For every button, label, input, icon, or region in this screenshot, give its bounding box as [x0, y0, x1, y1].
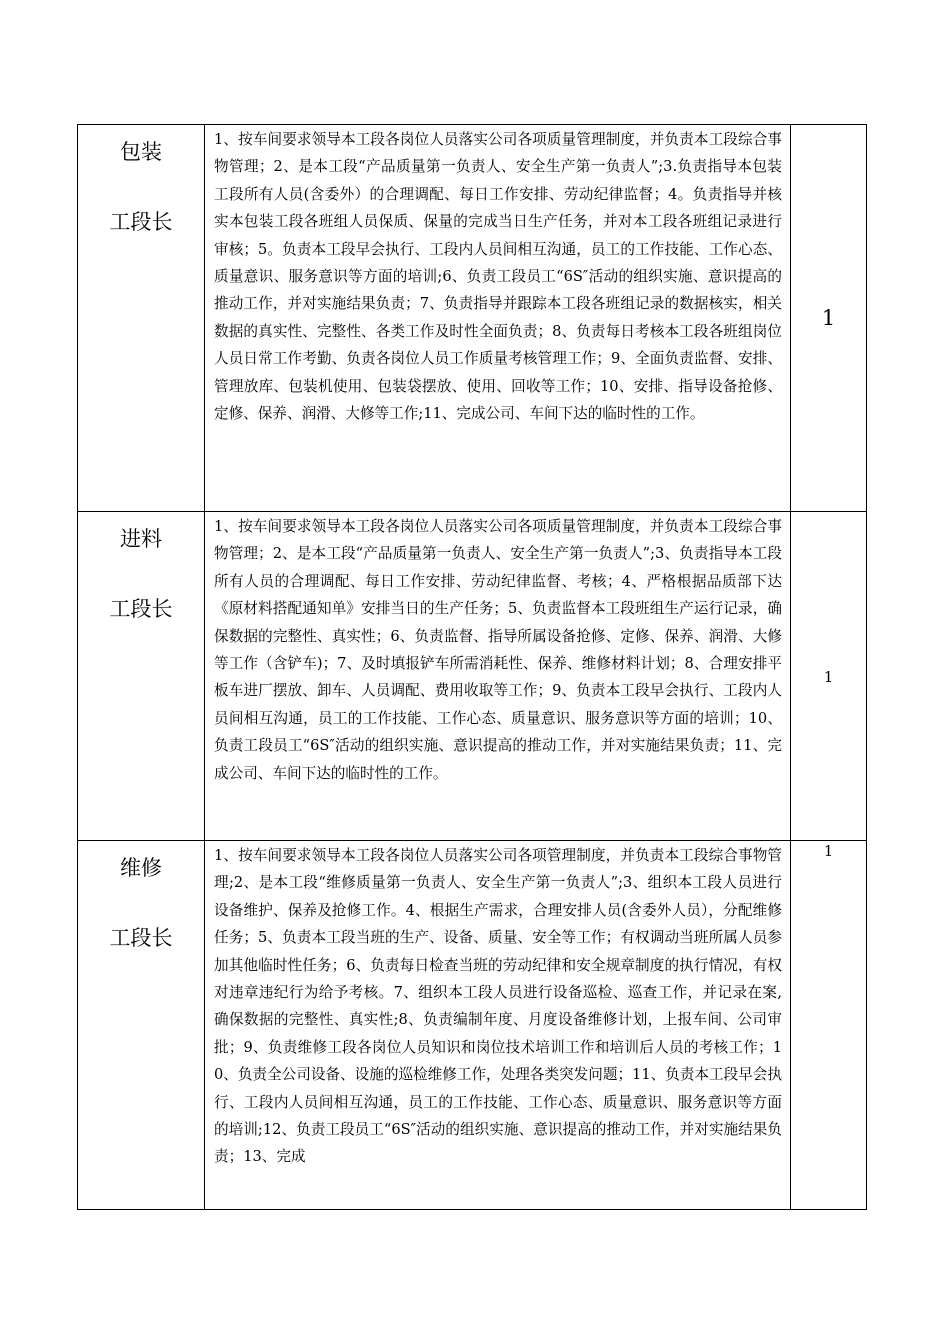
role-name-line1: 进料 — [120, 527, 162, 551]
role-name-line2: 工段长 — [109, 210, 173, 234]
duty-cell — [205, 841, 791, 1210]
role-cell — [78, 512, 205, 841]
duty-cell — [205, 512, 791, 841]
headcount-value: 1 — [823, 842, 834, 860]
duty-description: 1、按车间要求领导本工段各岗位人员落实公司各项管理制度，并负责本工段综合事物管理;2、是本工段“维修质量第一负责人、安全生产第一负责人”;3、组织本工段人员进行设备维护、保养及抢修工作。4、根据生产需求，合理安排人员(含委外人员），分配维修任务；5、负责本工段当班的生产、设备、质量、安全等工作；有权调动当班所属人员参加其他临时性任务；6、负责每日检查当班的劳动纪律和安全规章制度的执行情况，有权对违章违纪行为给予考核。7、组织本工段人员进行设备巡检、巡查工作，并记录在案,确保数据的完整性、真实性;8、负责编制年度、月度设备维修计划，上报车间、公司审批；9、负责维修工段各岗位人员知识和岗位技术培训工作和培训后人员的考核工作；10、负责全公司设备、设施的巡检维修工作，处理各类突发问题；11、负责本工段早会执行、工段内人员间相互沟通，员工的工作技能、工作心态、质量意识、服务意识等方面的培训;12、负责工段员工“6S″活动的组织实施、意识提高的推动工作，并对实施结果负责；13、完成 — [214, 847, 782, 1166]
role-cell — [78, 125, 205, 512]
role-name-line2: 工段长 — [109, 926, 173, 950]
duty-description: 1、按车间要求领导本工段各岗位人员落实公司各项质量管理制度，并负责本工段综合事物管理；2、是本工段“产品质量第一负责人、安全生产第一负责人”;3、负责指导本工段所有人员的合理调配、每日工作安排、劳动纪律监督、考核；4、严格根据品质部下达《原材料搭配通知单》安排当日的生产任务；5、负责监督本工段班组生产运行记录，确保数据的完整性、真实性；6、负责监督、指导所属设备抢修、定修、保养、润滑、大修等工作（含铲车)；7、及时填报铲车所需消耗性、保养、维修材料计划；8、合理安排平板车进厂摆放、卸车、人员调配、费用收取等工作；9、负责本工段早会执行、工段内人员间相互沟通，员工的工作技能、工作心态、质量意识、服务意识等方面的培训；10、负责工段员工“6S″活动的组织实施、意识提高的推动工作，并对实施结果负责；11、完成公司、车间下达的临时性的工作。 — [214, 518, 782, 782]
headcount-cell — [791, 512, 867, 841]
duty-description: 1、按车间要求领导本工段各岗位人员落实公司各项质量管理制度，并负责本工段综合事物管理；2、是本工段“产品质量第一负责人、安全生产第一负责人”;3.负责指导本包装工段所有人员(含委外）的合理调配、每日工作安排、劳动纪律监督；4。负责指导并核实本包装工段各班组人员保质、保量的完成当日生产任务，并对本工段各班组记录进行审核；5。负责本工段早会执行、工段内人员间相互沟通，员工的工作技能、工作心态、质量意识、服务意识等方面的培训;6、负责工段员工“6S″活动的组织实施、意识提高的推动工作，并对实施结果负责；7、负责指导并跟踪本工段各班组记录的数据核实，相关数据的真实性、完整性、各类工作及时性全面负责；8、负责每日考核本工段各班组岗位人员日常工作考勤、负责各岗位人员工作质量考核管理工作；9、全面负责监督、安排、管理放库、包装机使用、包装袋摆放、使用、回收等工作；10、安排、指导设备抢修、定修、保养、润滑、大修等工作;11、完成公司、车间下达的临时性的工作。 — [214, 131, 782, 423]
headcount-cell — [791, 841, 867, 1210]
role-cell — [78, 841, 205, 1210]
table-row — [78, 512, 867, 841]
role-name-line1: 维修 — [120, 856, 162, 880]
role-name-line1: 包装 — [120, 140, 162, 164]
responsibility-table — [77, 124, 867, 1210]
table-row — [78, 125, 867, 512]
table-row — [78, 841, 867, 1210]
role-name-line2: 工段长 — [109, 597, 173, 621]
headcount-cell — [791, 125, 867, 512]
headcount-value: 1 — [823, 667, 834, 686]
headcount-value: 1 — [821, 306, 836, 330]
duty-cell — [205, 125, 791, 512]
